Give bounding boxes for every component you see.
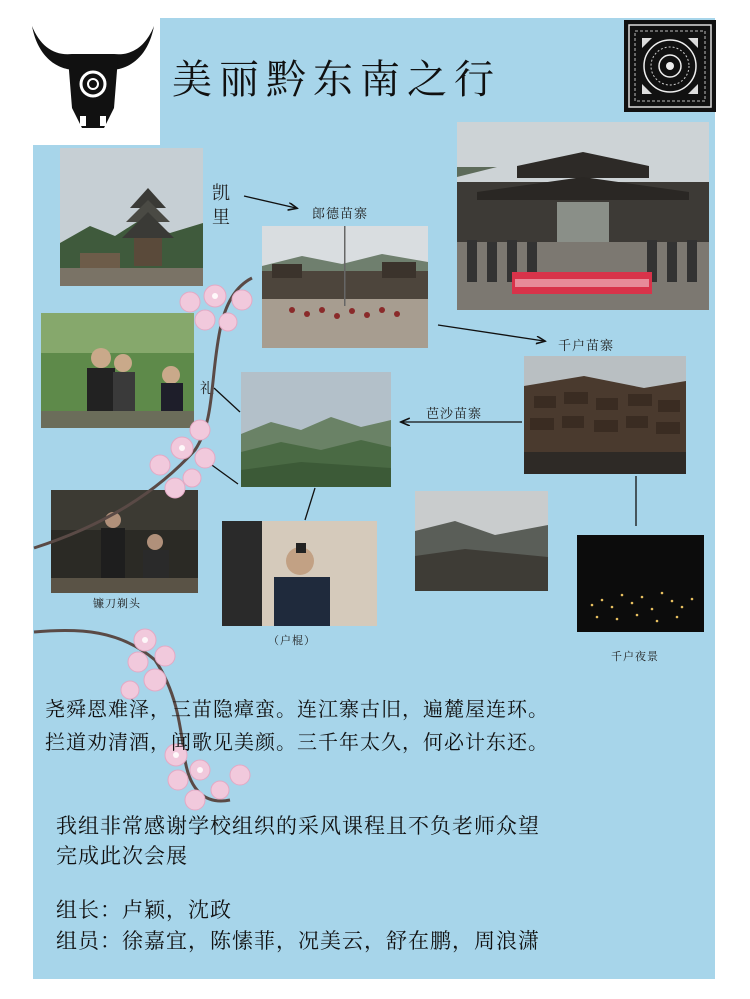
label-night: 千户夜景: [611, 650, 659, 663]
label-langde: 郎德苗寨: [312, 207, 369, 222]
poem-line-2: 拦道劝清酒，闻歌见美颜。三千年太久，何必计东还。: [45, 730, 549, 754]
thanks-line-1: 我组非常感谢学校组织的采风课程且不负老师众望: [56, 814, 540, 838]
label-hugun: （户棍）: [268, 634, 316, 647]
label-li: 礼: [200, 381, 215, 397]
label-basha: 芭沙苗寨: [426, 407, 483, 422]
team-members: 组员：徐嘉宜，陈愫菲，况美云，舒在鹏，周浪潇: [56, 929, 540, 953]
thanks-line-2: 完成此次会展: [56, 844, 188, 868]
poem-line-1: 尧舜恩难泽，三苗隐瘴蛮。连江寨古旧，遍麓屋连环。: [45, 697, 549, 721]
label-qianhu: 千户苗寨: [558, 339, 615, 354]
team-leader: 组长：卢颖，沈政: [56, 898, 232, 922]
label-sickle: 镰刀剃头: [93, 597, 141, 610]
poster-title: 美丽黔东南之行: [172, 57, 501, 103]
label-kaili: 凯里: [212, 183, 230, 228]
